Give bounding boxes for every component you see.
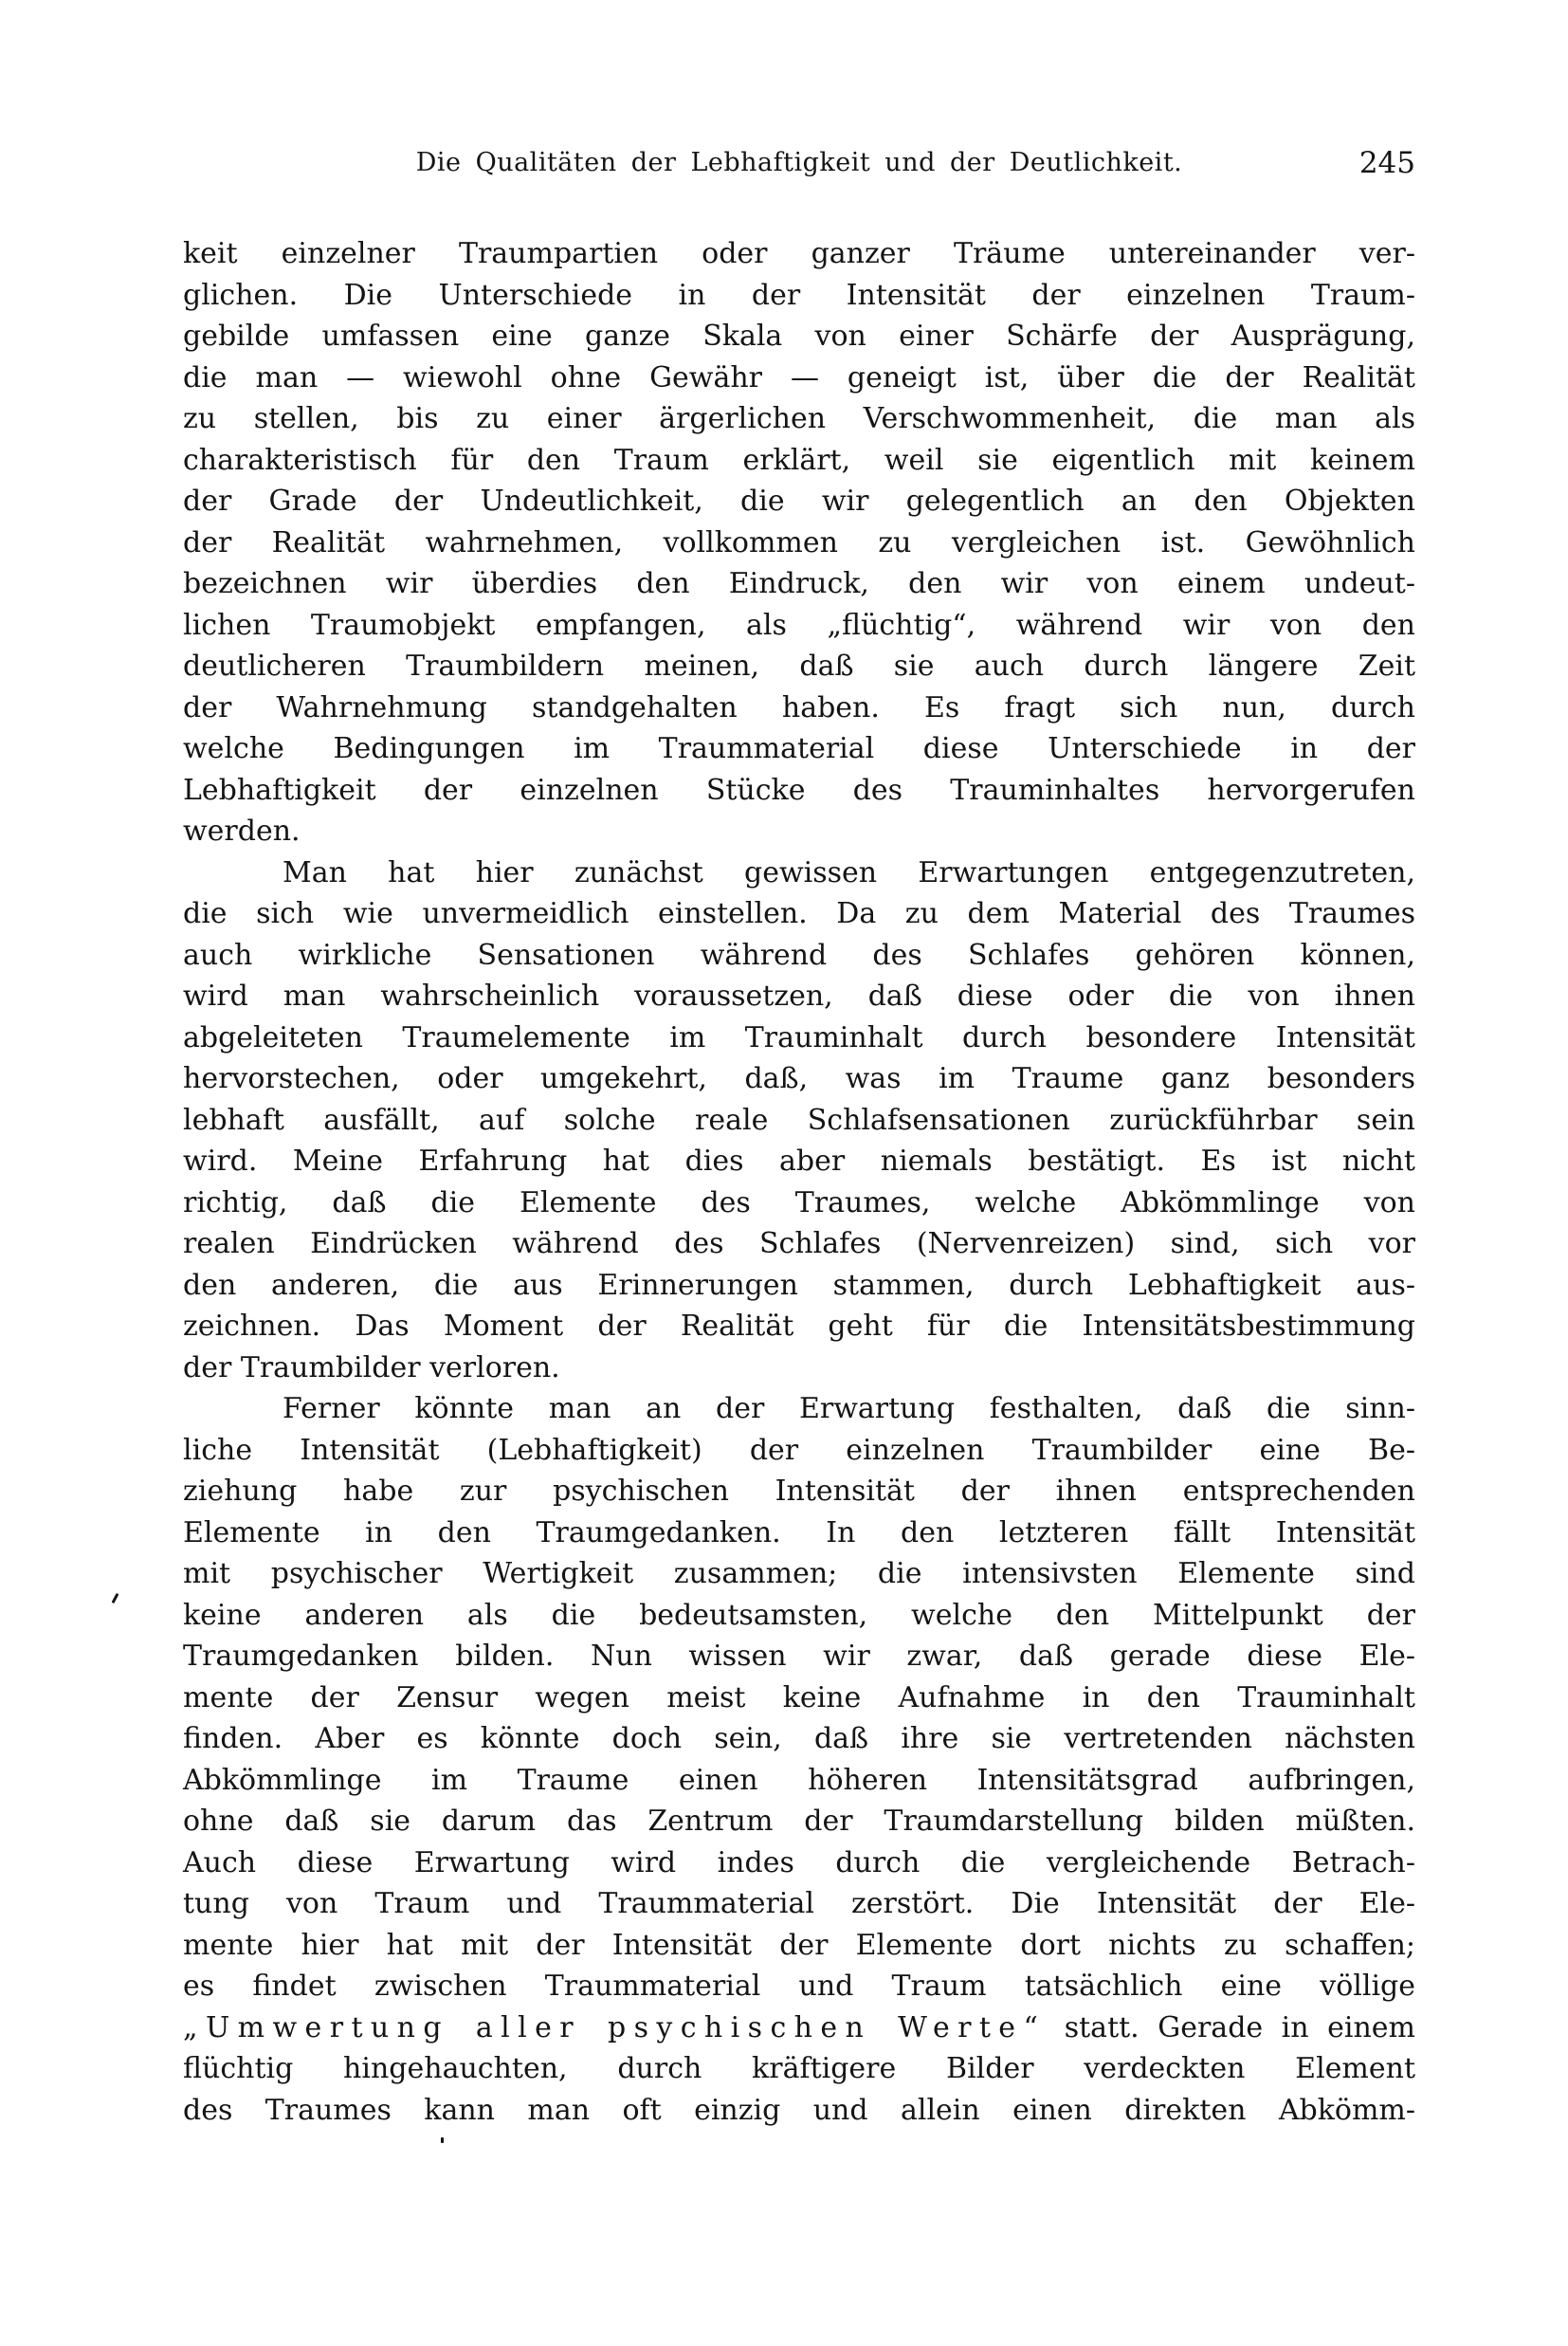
text-line [183, 1925, 1415, 1967]
text-segment: ziehung habe zur psychischen Intensität der ihnen entsprechenden [183, 1475, 1415, 1508]
text-segment: Man hat hier zunächst gewissen Erwartungen entgegenzutreten, [283, 855, 1415, 889]
text-segment: der Wahrnehmung standgehalten haben. Es fragt sich nun, durch [183, 690, 1415, 724]
text-segment: bezeichnen wir überdies den Eindruck, den wir von einem undeut- [183, 567, 1415, 600]
text-segment: richtig, daß die Elemente des Traumes, welche Abkömmlinge von [183, 1185, 1415, 1219]
text-segment: wird man wahrscheinlich voraussetzen, daß diese oder die von ihnen [183, 980, 1415, 1013]
text-line [183, 1801, 1415, 1842]
text-line [183, 1471, 1415, 1512]
text-line [183, 728, 1415, 770]
text-segment: des Traumes kann man oft einzig und allein einen direkten Abkömm- [183, 2093, 1415, 2127]
emphasized-text: „Umwertung aller psychischen Werte“ [183, 2010, 1047, 2044]
text-segment: abgeleiteten Traumelemente im Trauminhalt durch besondere Intensität [183, 1020, 1415, 1054]
text-line [183, 481, 1415, 522]
text-line [183, 1842, 1415, 1884]
text-segment: finden. Aber es könnte doch sein, daß ihre sie vertretenden nächsten [183, 1722, 1415, 1755]
text-segment: zeichnen. Das Moment der Realität geht für die Intensitätsbestimmung [183, 1310, 1415, 1343]
text-segment: Traumgedanken bilden. Nun wissen wir zwar, daß gerade diese Ele- [183, 1640, 1415, 1673]
text-line [183, 1223, 1415, 1265]
text-line [183, 1677, 1415, 1719]
text-segment: tung von Traum und Traummaterial zerstört. Die Intensität der Ele- [183, 1887, 1415, 1920]
running-title: Die Qualitäten der Lebhaftigkeit und der Deutlichkeit. [415, 148, 1183, 177]
text-line [183, 2007, 1415, 2049]
text-segment: zu stellen, bis zu einer ärgerlichen Verschwommenheit, die man als [183, 402, 1415, 435]
text-segment: lebhaft ausfällt, auf solche reale Schlafsensationen zurückführbar sein [183, 1103, 1415, 1137]
text-line [183, 687, 1415, 729]
text-segment: charakteristisch für den Traum erklärt, weil sie eigentlich mit keinem [183, 443, 1415, 477]
text-line [183, 1966, 1415, 2007]
text-segment: wird. Meine Erfahrung hat dies aber niemals bestätigt. Es ist nicht [183, 1145, 1415, 1178]
text-segment: statt. Gerade in einem [1046, 2010, 1415, 2044]
text-line [183, 275, 1415, 317]
text-line [183, 1388, 1415, 1430]
text-segment: liche Intensität (Lebhaftigkeit) der einzelnen Traumbilder eine Be- [183, 1433, 1415, 1467]
text-line [183, 1553, 1415, 1595]
text-line [183, 1512, 1415, 1554]
text-line [183, 1100, 1415, 1142]
text-segment: die sich wie unvermeidlich einstellen. Da zu dem Material des Traumes [183, 897, 1415, 930]
text-segment: Elemente in den Traumgedanken. In den letzteren fällt Intensität [183, 1515, 1415, 1549]
text-line [183, 1017, 1415, 1059]
text-segment: hervorstechen, oder umgekehrt, daß, was im Traume ganz besonders [183, 1062, 1415, 1095]
text-line [183, 811, 1415, 852]
text-segment: Lebhaftigkeit der einzelnen Stücke des Trauminhaltes hervorgerufen [183, 773, 1415, 807]
text-line [183, 976, 1415, 1017]
text-line [183, 1636, 1415, 1677]
text-segment: Auch diese Erwartung wird indes durch die vergleichende Betrach- [183, 1845, 1415, 1879]
text-line [183, 316, 1415, 357]
text-segment: der Traumbilder verloren. [183, 1350, 560, 1384]
text-line [183, 1595, 1415, 1637]
text-line [183, 935, 1415, 977]
text-line [183, 1430, 1415, 1472]
text-segment: deutlicheren Traumbildern meinen, daß sie auch durch längere Zeit [183, 650, 1415, 683]
text-line [183, 1718, 1415, 1760]
text-line [183, 1182, 1415, 1224]
text-segment: Abkömmlinge im Traume einen höheren Intensitätsgrad aufbringen, [183, 1763, 1415, 1797]
page-number: 245 [1358, 146, 1415, 180]
text-line [183, 233, 1415, 275]
text-line [183, 770, 1415, 812]
text-segment: flüchtig hingehauchten, durch kräftigere Bilder verdeckten Element [183, 2052, 1415, 2085]
text-segment: keine anderen als die bedeutsamsten, welche den Mittelpunkt der [183, 1598, 1415, 1632]
text-segment: es findet zwischen Traummaterial und Traum tatsächlich eine völlige [183, 1970, 1415, 2003]
text-line [183, 1347, 1415, 1389]
text-segment: mente der Zensur wegen meist keine Aufnahme in den Trauminhalt [183, 1680, 1415, 1714]
text-line [183, 1265, 1415, 1307]
text-line [183, 1883, 1415, 1925]
text-segment: mente hier hat mit der Intensität der Elemente dort nichts zu schaffen; [183, 1928, 1415, 1962]
text-segment: welche Bedingungen im Traummaterial diese Unterschiede in der [183, 732, 1415, 765]
text-line [183, 522, 1415, 564]
text-segment: Ferner könnte man an der Erwartung festhalten, daß die sinn- [283, 1392, 1415, 1425]
text-segment: lichen Traumobjekt empfangen, als „flüchtig“, während wir von den [183, 608, 1415, 642]
text-line [183, 398, 1415, 440]
text-segment: mit psychischer Wertigkeit zusammen; die intensivsten Elemente sind [183, 1557, 1415, 1590]
text-line [183, 1760, 1415, 1802]
text-segment: der Realität wahrnehmen, vollkommen zu vergleichen ist. Gewöhnlich [183, 525, 1415, 559]
text-line [183, 563, 1415, 605]
text-segment: die man — wiewohl ohne Gewähr — geneigt ist, über die der Realität [183, 360, 1415, 394]
text-segment: werden. [183, 815, 301, 848]
text-line [183, 646, 1415, 687]
text-line [183, 852, 1415, 894]
running-header [183, 144, 1415, 182]
text-line [183, 440, 1415, 482]
text-line [183, 1058, 1415, 1100]
scan-artifact [441, 2137, 444, 2143]
scan-artifact [112, 1593, 119, 1604]
text-line [183, 893, 1415, 935]
text-segment: glichen. Die Unterschiede in der Intensität der einzelnen Traum- [183, 278, 1415, 312]
text-line [183, 357, 1415, 399]
text-segment: ohne daß sie darum das Zentrum der Traumdarstellung bilden müßten. [183, 1805, 1415, 1838]
text-segment: der Grade der Undeutlichkeit, die wir gelegentlich an den Objekten [183, 485, 1415, 518]
text-line [183, 2090, 1415, 2132]
text-line [183, 2048, 1415, 2090]
text-segment: auch wirkliche Sensationen während des Schlafes gehören können, [183, 938, 1415, 972]
text-line [183, 1306, 1415, 1347]
text-segment: den anderen, die aus Erinnerungen stammen, durch Lebhaftigkeit aus- [183, 1268, 1415, 1302]
text-segment: keit einzelner Traumpartien oder ganzer Träume untereinander ver- [183, 237, 1415, 270]
text-segment: gebilde umfassen eine ganze Skala von einer Schärfe der Ausprägung, [183, 320, 1415, 353]
page-body [183, 233, 1415, 2131]
text-line [183, 1141, 1415, 1182]
text-line [183, 605, 1415, 647]
text-segment: realen Eindrücken während des Schlafes (Nervenreizen) sind, sich vor [183, 1227, 1415, 1260]
